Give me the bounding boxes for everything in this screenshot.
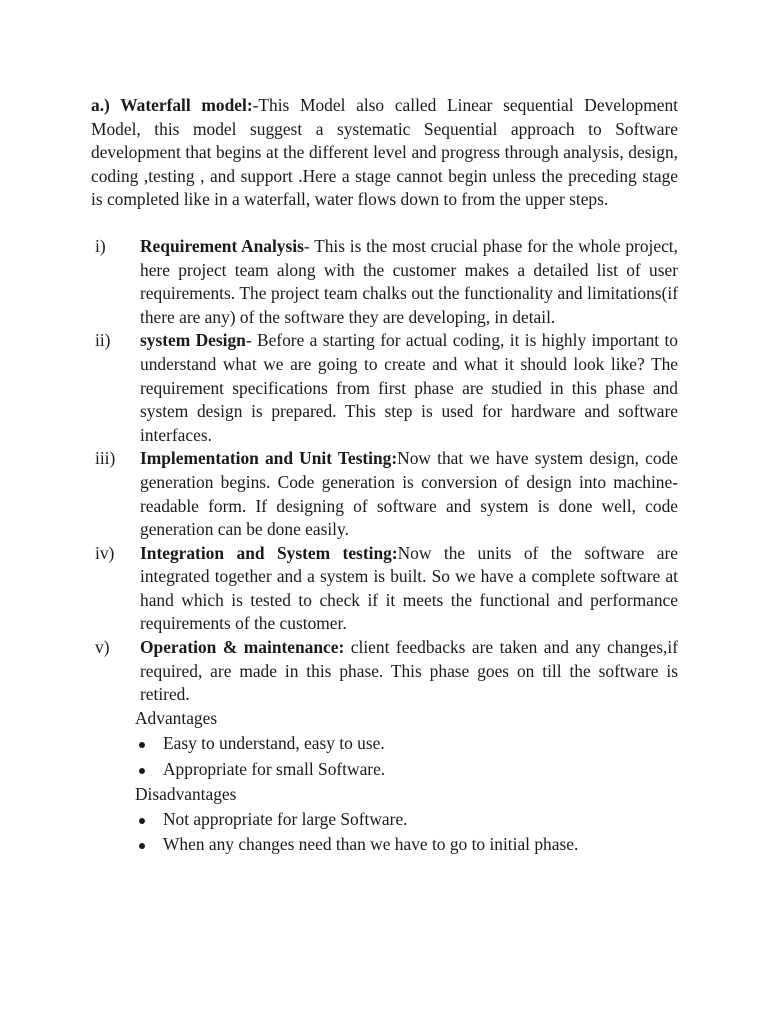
bullet-icon — [139, 742, 145, 748]
phase-item — [91, 329, 678, 447]
document-page — [91, 94, 678, 858]
phase-text: - Before a starting for actual coding, it is highly important to understand what we are going to create and what it should look like? The requirement specifications from first phase are studied in this phase and system design is prepared. This step is used for hardware and software interfaces. — [140, 330, 678, 445]
advantages-heading: Advantages — [135, 707, 218, 728]
phase-text: - This is the most crucial phase for the whole project, here project team along with the customer makes a detailed list of user requirements. The project team chalks out the functionality and limitations(if there are any) of the software they are developing, in detail. — [140, 235, 678, 327]
bullet-icon — [139, 843, 145, 849]
phase-title: system Design — [140, 330, 246, 351]
intro-heading: a.) Waterfall model: — [91, 95, 253, 115]
phase-number: iii) — [95, 448, 116, 469]
advantages-list — [91, 732, 678, 781]
list-item-text: When any changes need than we have to go to initial phase. — [163, 834, 579, 855]
phase-title: Operation & maintenance: — [140, 637, 345, 658]
phase-text: client feedbacks are taken and any changes,if required, are made in this phase. This phase goes on till the software is retired. — [140, 637, 679, 705]
phase-number: v) — [95, 637, 110, 658]
disadvantages-heading: Disadvantages — [135, 783, 237, 804]
bullet-icon — [139, 768, 145, 774]
phase-number: ii) — [95, 330, 111, 351]
phase-number: i) — [95, 235, 106, 256]
phase-list — [91, 235, 678, 707]
phase-title: Integration and System testing: — [140, 542, 398, 563]
list-item — [91, 732, 678, 756]
disadvantages-list — [91, 808, 678, 857]
phase-item — [91, 542, 678, 636]
list-item-text: Not appropriate for large Software. — [163, 809, 408, 830]
list-item-text: Easy to understand, easy to use. — [163, 733, 385, 754]
phase-item — [91, 235, 678, 329]
phase-title: Requirement Analysis — [140, 235, 304, 256]
phase-text: Now that we have system design, code generation begins. Code generation is conversion of design into machine-readable form. If designing of software and system is done well, code generation can be done easily. — [140, 448, 678, 540]
list-item-text: Appropriate for small Software. — [163, 758, 386, 779]
phase-text: Now the units of the software are integrated together and a system is built. So we have a complete software at hand which is tested to check if it meets the functional and performance requirements of the customer. — [140, 542, 678, 634]
bullet-icon — [139, 818, 145, 824]
intro-text: -This Model also called Linear sequential Development Model, this model suggest a systematic Sequential approach to Software development that begins at the different level and progress through analysis, design, coding ,testing , and support .Here a stage cannot begin unless the preceding stage is completed like in a waterfall, water flows down to from the upper steps. — [91, 95, 678, 210]
intro-paragraph — [91, 94, 678, 212]
phase-item — [91, 636, 678, 707]
list-item — [91, 833, 678, 857]
phase-item — [91, 447, 678, 541]
phase-title: Implementation and Unit Testing: — [140, 448, 398, 469]
list-item — [91, 758, 678, 782]
list-item — [91, 808, 678, 832]
phase-number: iv) — [95, 542, 115, 563]
